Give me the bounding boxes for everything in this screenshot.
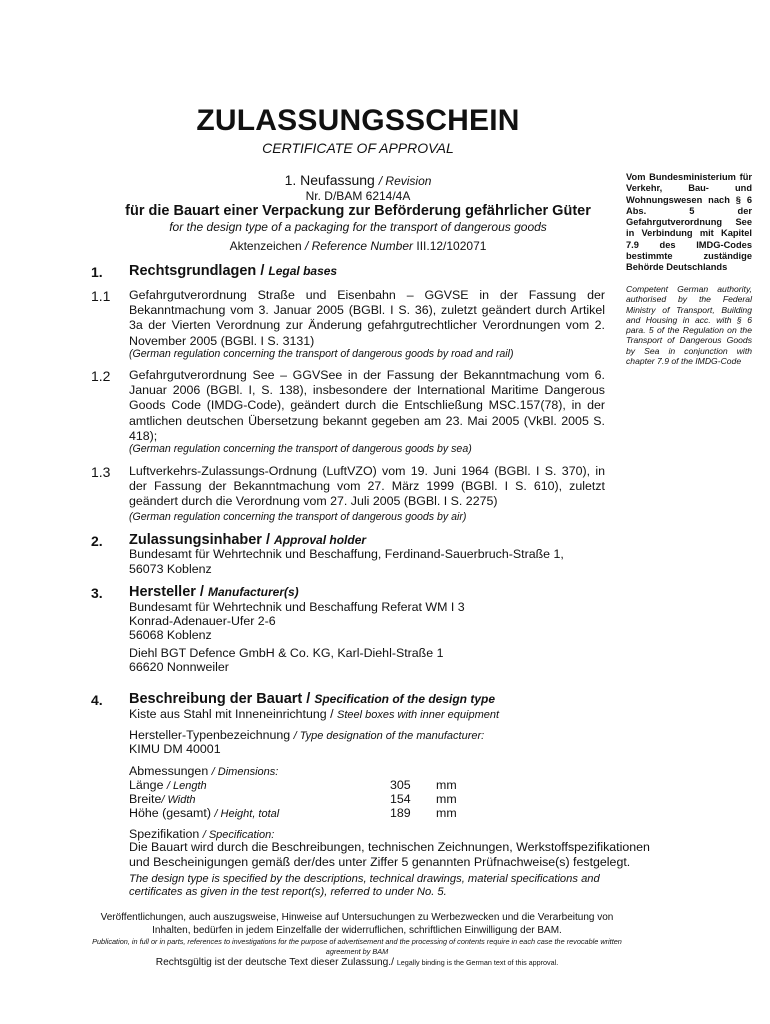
manufacturer-1-line-1: Bundesamt für Wehrtechnik und Beschaffung Referat WM I 3 — [129, 600, 465, 614]
dimension-length-value: 305 — [390, 778, 411, 792]
footer-notice-en: Publication, in full or in parts, references to investigations for the purpose of advertisement and the processing of contents require in each case the revocable written agreement by BAM — [92, 937, 622, 956]
item-1-2-number: 1.2 — [91, 368, 111, 384]
section-1-title — [129, 263, 337, 279]
footer-binding-text — [84, 957, 630, 968]
dimension-height-unit: mm — [436, 806, 457, 820]
dimension-width-value: 154 — [390, 792, 411, 806]
dimension-length-de: Länge — [129, 778, 164, 792]
headline-en: for the design type of a packaging for the transport of dangerous goods — [169, 220, 547, 234]
dimensions-label-en: / Dimensions: — [211, 766, 279, 778]
section-2-title-de: Zulassungsinhaber / — [129, 532, 270, 548]
section-3-title-en: Manufacturer(s) — [208, 585, 299, 599]
reference-value: III.12/102071 — [416, 239, 487, 253]
design-desc-en: Steel boxes with inner equipment — [337, 709, 500, 721]
type-label-en: / Type designation of the manufacturer: — [293, 730, 485, 742]
dimension-width-de: Breite — [129, 792, 162, 806]
approval-holder-line-1: Bundesamt für Wehrtechnik und Beschaffung, Ferdinand-Sauerbruch-Straße 1, — [129, 547, 564, 561]
section-1-number: 1. — [91, 264, 103, 280]
design-type-description — [129, 707, 619, 723]
dimension-length-en: / Length — [166, 780, 207, 792]
type-designation-value: KIMU DM 40001 — [129, 742, 221, 756]
revision-en: / Revision — [378, 174, 432, 188]
item-1-3-note: (German regulation concerning the transport of dangerous goods by air) — [129, 511, 467, 523]
headline-de: für die Bauart einer Verpackung zur Beförderung gefährlicher Güter — [125, 203, 591, 219]
item-1-1-note: (German regulation concerning the transport of dangerous goods by road and rail) — [129, 348, 514, 360]
design-desc-de: Kiste aus Stahl mit Inneneinrichtung / — [129, 707, 334, 721]
document-title: ZULASSUNGSSCHEIN — [196, 104, 520, 137]
section-4-title — [129, 691, 495, 707]
specification-text-de: Die Bauart wird durch die Beschreibungen, technischen Zeichnungen, Werkstoffspezifikationen und Bescheinigungen gemäß der/des unter Ziffer 5 genannten Prüfnachweise(s) festgelegt. — [129, 840, 650, 869]
certificate-number: Nr. D/BAM 6214/4A — [305, 189, 411, 203]
approval-holder-line-2: 56073 Koblenz — [129, 562, 212, 576]
section-3-number: 3. — [91, 585, 103, 601]
dimension-width-en: / Width — [161, 794, 196, 806]
dimension-width-unit: mm — [436, 792, 457, 806]
item-1-2-text: Gefahrgutverordnung See – GGVSee in der Fassung der Bekanntmachung vom 6. Januar 2006 (BGBl. I, S. 138), insbesondere der International Maritime Dangerous Goods Code (IMDG-Code), geändert durch die Entschließung MSC.157(78), in der amtlichen deutschen Übersetzung bekannt gegeben am 23. Mai 2005 (VkBl. 2005 S. 418); — [129, 368, 605, 443]
section-2-number: 2. — [91, 533, 103, 549]
reference-label-en: / Reference Number — [304, 239, 414, 253]
manufacturer-2-line-2: 66620 Nonnweiler — [129, 660, 229, 674]
item-1-1-text: Gefahrgutverordnung Straße und Eisenbahn – GGVSE in der Fassung der Bekanntmachung vom 3. Januar 2005 (BGBl. I S. 36), zuletzt geändert durch Artikel 3a der Vierten Verordnung zur Änderung gefahrgutrechtlicher Verordnungen vom 2. November 2005 (BGBl. I S. 3131) — [129, 288, 605, 348]
section-3-title-de: Hersteller / — [129, 584, 204, 600]
specification-text-en: The design type is specified by the descriptions, technical drawings, material specifications and certificates as given in the test report(s), referred to under No. 5. — [129, 873, 600, 899]
dimension-length-unit: mm — [436, 778, 457, 792]
item-1-2-note: (German regulation concerning the transport of dangerous goods by sea) — [129, 443, 472, 455]
specification-label-en: / Specification: — [202, 829, 275, 841]
revision-line — [80, 172, 636, 188]
section-4-title-de: Beschreibung der Bauart / — [129, 691, 311, 707]
section-4-title-en: Specification of the design type — [314, 692, 496, 706]
section-1-title-en: Legal bases — [268, 264, 338, 278]
item-1-3-number: 1.3 — [91, 464, 111, 480]
section-1-title-de: Rechtsgrundlagen / — [129, 263, 265, 279]
section-2-title-en: Approval holder — [274, 533, 367, 547]
section-3-title — [129, 584, 299, 600]
dimension-height-de: Höhe (gesamt) — [129, 806, 211, 820]
dimension-height-en: / Height, total — [214, 808, 280, 820]
type-label-de: Hersteller-Typenbezeichnung — [129, 728, 291, 742]
section-2-title — [129, 532, 366, 548]
authority-note-en: Competent German authority, authorised by the Federal Ministry of Transport, Building and Housing in acc. with § 6 para. 5 of the Regulation on the Transport of Dangerous Goods by Sea in conjunction with chapter 7.9 of the IMDG-Code — [626, 284, 752, 367]
dimensions-label-de: Abmessungen — [129, 764, 209, 778]
manufacturer-1-line-2: Konrad-Adenauer-Ufer 2-6 — [129, 614, 276, 628]
footer-binding-en: Legally binding is the German text of this approval. — [396, 958, 559, 967]
reference-label-de: Aktenzeichen — [229, 239, 302, 253]
revision-de: 1. Neufassung — [284, 172, 375, 188]
authority-note-de: Vom Bundesministerium für Verkehr, Bau- und Wohnungswesen nach § 6 Abs. 5 der Gefahrgutverordnung See in Verbindung mit Kapitel 7.9 des IMDG-Codes bestimmte zuständige Behörde Deutschlands — [626, 172, 752, 273]
manufacturer-1-line-3: 56068 Koblenz — [129, 628, 212, 642]
dimension-height-label — [129, 806, 279, 822]
item-1-3-text: Luftverkehrs-Zulassungs-Ordnung (LuftVZO) vom 19. Juni 1964 (BGBl. I S. 370), in der Fassung der Bekanntmachung vom 27. März 1999 (BGBl. I S. 610), zuletzt geändert durch die Verordnung vom 27. Juli 2005 (BGBl. I S. 2275) — [129, 464, 605, 509]
document-subtitle: CERTIFICATE OF APPROVAL — [262, 140, 454, 156]
specification-label-de: Spezifikation — [129, 827, 200, 841]
footer-binding-de: Rechtsgültig ist der deutsche Text dieser Zulassung./ — [155, 957, 394, 968]
reference-number-line — [80, 239, 636, 253]
section-4-number: 4. — [91, 692, 103, 708]
item-1-1-number: 1.1 — [91, 288, 111, 304]
footer-notice-de: Veröffentlichungen, auch auszugsweise, Hinweise auf Untersuchungen zu Werbezwecken und die Verarbeitung von Inhalten, bedürfen in jedem Einzelfalle der widerruflichen, schriftlichen Einwilligung der BAM. — [100, 912, 614, 936]
dimension-height-value: 189 — [390, 806, 411, 820]
manufacturer-2-line-1: Diehl BGT Defence GmbH & Co. KG, Karl-Diehl-Straße 1 — [129, 646, 444, 660]
